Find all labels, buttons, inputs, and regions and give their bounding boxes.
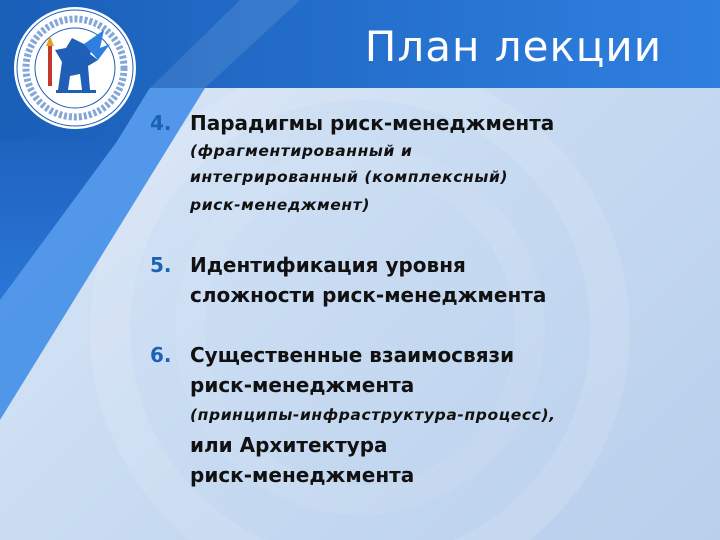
list-item [150, 340, 710, 490]
item-text: Идентификация уровня [190, 253, 466, 277]
item-text: Существенные взаимосвязи [190, 343, 515, 367]
page-title: План лекции [364, 22, 662, 71]
list-item [150, 108, 710, 220]
item-subtext: (фрагментированный и [190, 142, 413, 160]
item-number: 4. [150, 111, 172, 135]
university-logo [0, 0, 150, 140]
item-text: Парадигмы риск-менеджмента [190, 111, 555, 135]
item-number: 5. [150, 253, 172, 277]
lecture-plan-list [150, 108, 710, 490]
item-subtext: риск-менеджмент) [190, 196, 371, 214]
item-text: риск-менеджмента [190, 373, 415, 397]
item-text: или Архитектура [190, 433, 388, 457]
item-number: 6. [150, 343, 172, 367]
item-text: риск-менеджмента [190, 463, 415, 487]
item-subtext: (принципы-инфраструктура-процесс), [190, 406, 556, 424]
item-subtext: интегрированный (комплексный) [190, 168, 509, 186]
list-item [150, 250, 710, 310]
item-text: сложности риск-менеджмента [190, 283, 547, 307]
